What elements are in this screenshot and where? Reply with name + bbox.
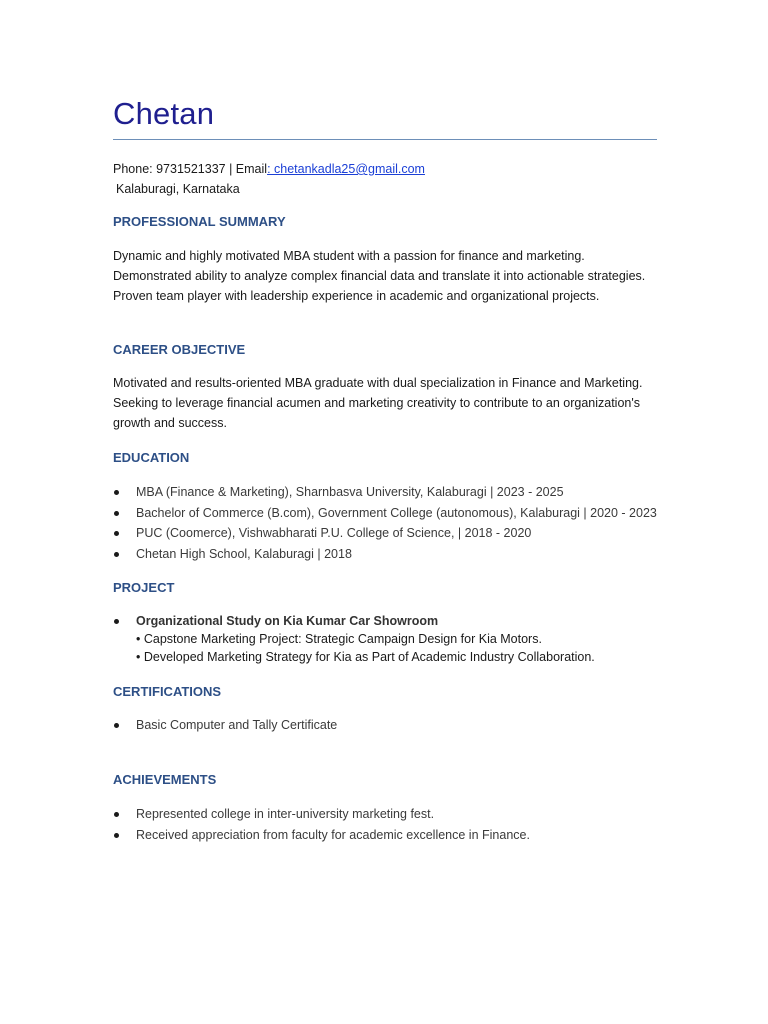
summary-text: Dynamic and highly motivated MBA student with a passion for finance and marketing. Demonstrated ability to analyze complex financial data and translate it into actionable strategies. Proven team player with leadership experience in academic and organizational projects.	[113, 249, 646, 303]
contact-block	[113, 159, 425, 199]
list-item: Bachelor of Commerce (B.com), Government College (autonomous), Kalaburagi | 2020 - 2023	[113, 503, 673, 524]
section-heading-education: EDUCATION	[113, 450, 190, 465]
section-heading-achievements: ACHIEVEMENTS	[113, 772, 217, 787]
list-item: Chetan High School, Kalaburagi | 2018	[113, 544, 673, 565]
list-item: PUC (Coomerce), Vishwabharati P.U. College of Science, | 2018 - 2020	[113, 523, 673, 544]
phone-text: Phone: 9731521337 | Email	[113, 162, 268, 176]
email-link[interactable]: : chetankadla25@gmail.com	[267, 162, 425, 176]
project-list	[113, 612, 673, 666]
candidate-name: Chetan	[113, 96, 215, 131]
project-detail: • Developed Marketing Strategy for Kia as Part of Academic Industry Collaboration.	[136, 650, 595, 664]
list-item: MBA (Finance & Marketing), Sharnbasva University, Kalaburagi | 2023 - 2025	[113, 482, 673, 503]
bullet-icon	[114, 833, 119, 838]
project-detail: • Capstone Marketing Project: Strategic Campaign Design for Kia Motors.	[136, 632, 542, 646]
section-heading-summary: PROFESSIONAL SUMMARY	[113, 214, 286, 229]
bullet-icon	[114, 723, 119, 728]
bullet-icon	[114, 812, 119, 817]
section-heading-certifications: CERTIFICATIONS	[113, 684, 222, 699]
list-item: Received appreciation from faculty for academic excellence in Finance.	[113, 825, 673, 846]
objective-text: Motivated and results-oriented MBA graduate with dual specialization in Finance and Marketing. Seeking to leverage financial acumen and marketing creativity to contribute to an organization's growth and success.	[113, 376, 643, 430]
certifications-list	[113, 715, 673, 736]
location-text: Kalaburagi, Karnataka	[116, 182, 240, 196]
list-item: Represented college in inter-university marketing fest.	[113, 804, 673, 825]
header-divider	[113, 139, 657, 140]
bullet-icon	[114, 552, 119, 557]
bullet-icon	[114, 619, 119, 624]
list-item	[113, 612, 673, 666]
section-heading-objective: CAREER OBJECTIVE	[113, 342, 246, 357]
achievements-list	[113, 804, 673, 845]
bullet-icon	[114, 531, 119, 536]
bullet-icon	[114, 490, 119, 495]
education-list	[113, 482, 673, 564]
section-heading-project: PROJECT	[113, 580, 175, 595]
contact-line	[113, 159, 425, 179]
list-item: Basic Computer and Tally Certificate	[113, 715, 673, 736]
bullet-icon	[114, 511, 119, 516]
project-title: Organizational Study on Kia Kumar Car Showroom	[136, 614, 439, 628]
